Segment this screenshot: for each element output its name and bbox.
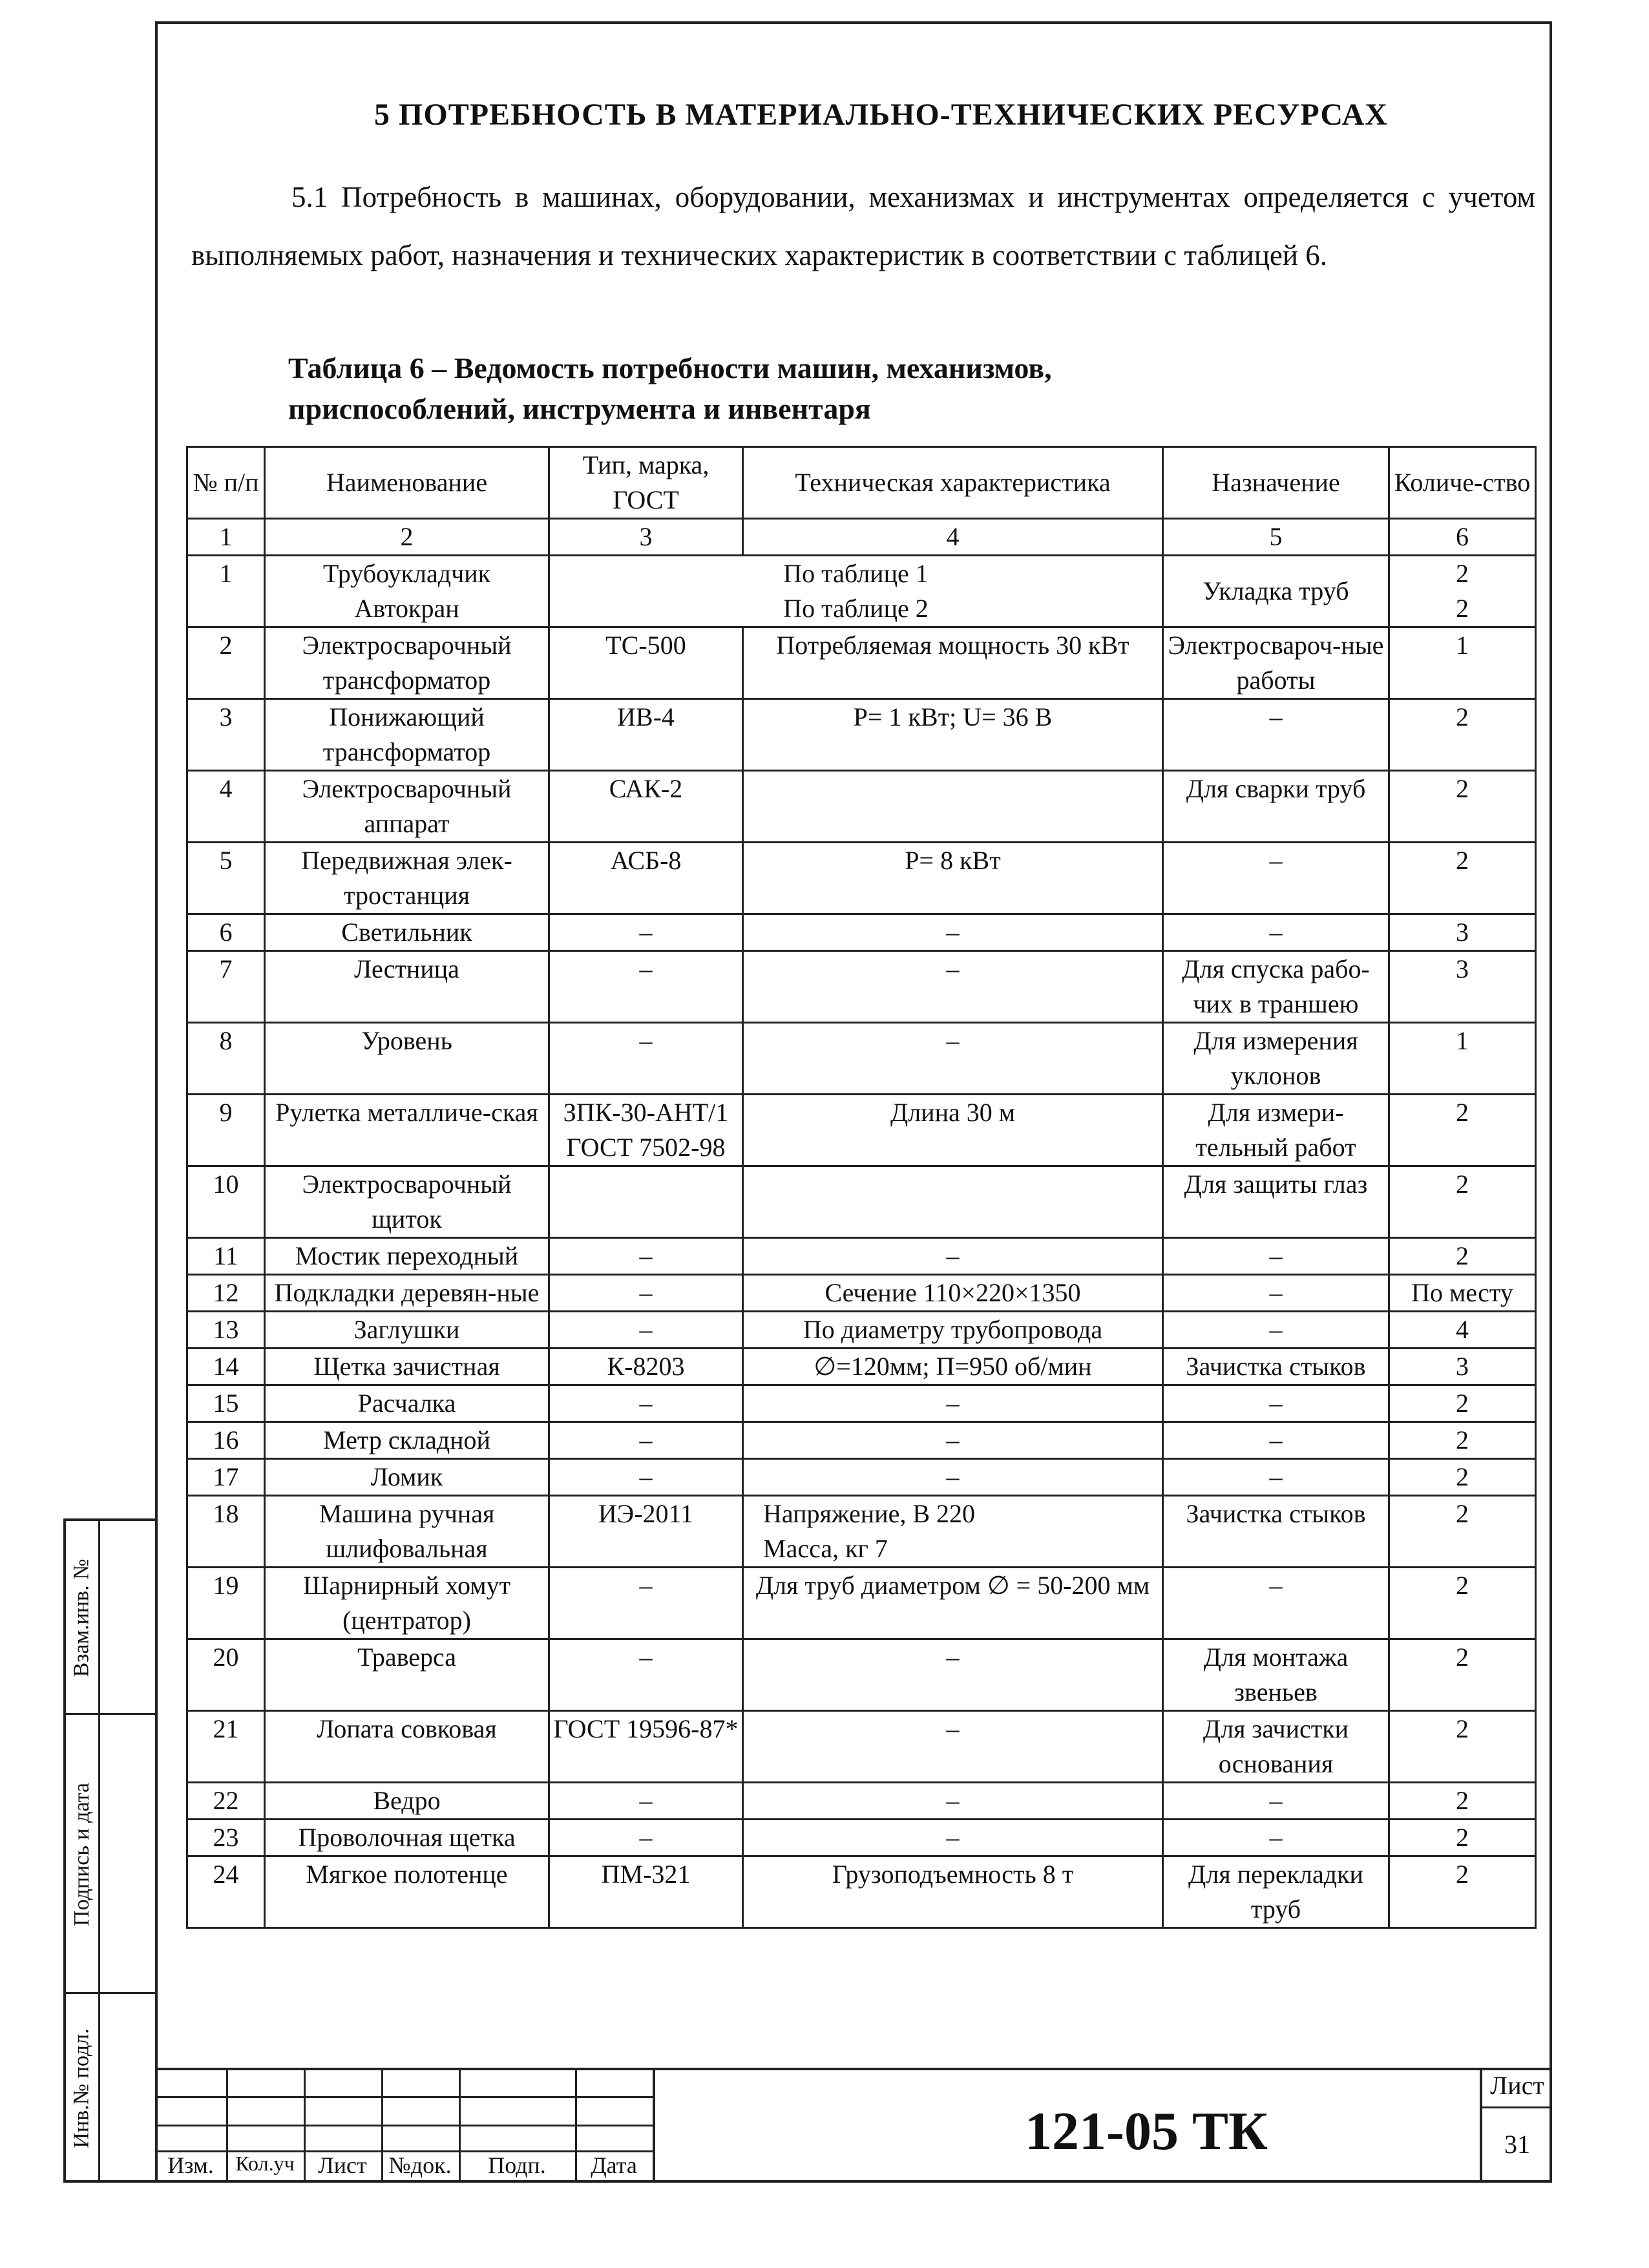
stamp-label-kol-uch: Кол.уч [235,2152,295,2175]
sheet-number: 31 [1504,2130,1530,2159]
item-purpose: Для измерения уклонов [1163,1023,1389,1095]
row-number: 11 [187,1238,265,1275]
item-quantity: 3 [1389,914,1536,951]
table-row [187,1166,1536,1238]
row-number: 13 [187,1312,265,1349]
table-row [187,1238,1536,1275]
item-type: – [549,1023,743,1095]
row-number: 6 [187,914,265,951]
item-characteristic: – [743,1385,1163,1422]
table-row [187,1385,1536,1422]
sheet-label: Лист [1482,2070,1552,2108]
table-caption-line-2: приспособлений, инструмента и инвентаря [288,392,871,425]
item-quantity: 2 2 [1389,556,1536,627]
row-number: 2 [187,627,265,699]
item-purpose: Для монтажа звеньев [1163,1639,1389,1711]
item-characteristic: – [743,914,1163,951]
side-label-inv-podl: Инв.№ подл. [70,2028,94,2148]
item-purpose: Для сварки труб [1163,771,1389,843]
item-name: Мягкое полотенце [265,1856,549,1928]
item-type: – [549,1639,743,1711]
item-name: Понижающий трансформатор [265,699,549,771]
item-quantity: 2 [1389,1238,1536,1275]
table-caption-line-1: Таблица 6 – Ведомость потребности машин, механизмов, [288,352,1052,384]
item-type: – [549,1238,743,1275]
item-name: Уровень [265,1023,549,1095]
header-cell: Тип, марка, ГОСТ [549,447,743,519]
item-quantity: 2 [1389,843,1536,914]
title-block [155,2068,1552,2183]
item-name: Подкладки деревян-ные [265,1275,549,1312]
item-characteristic [743,771,1163,843]
row-number: 16 [187,1422,265,1459]
sheet-cell [1480,2068,1552,2183]
side-cell-podpis [66,1715,155,1994]
item-characteristic: Р= 8 кВт [743,843,1163,914]
row-number: 22 [187,1783,265,1820]
item-purpose: – [1163,699,1389,771]
item-purpose: Зачистка стыков [1163,1349,1389,1385]
row-number: 12 [187,1275,265,1312]
row-number: 7 [187,951,265,1023]
item-quantity: 3 [1389,951,1536,1023]
item-purpose: – [1163,1783,1389,1820]
side-cell-zam-inv [66,1521,155,1715]
table-row [187,1275,1536,1312]
item-characteristic: Для труб диаметром ∅ = 50-200 мм [743,1568,1163,1639]
item-type: – [549,1820,743,1856]
item-type: ИЭ-2011 [549,1496,743,1568]
item-name: Электросварочный аппарат [265,771,549,843]
item-type: САК-2 [549,771,743,843]
item-type: ПМ-321 [549,1856,743,1928]
item-characteristic: – [743,1459,1163,1496]
item-name: Шарнирный хомут (центратор) [265,1568,549,1639]
table-row [187,1312,1536,1349]
table-body [187,556,1536,1928]
item-type: – [549,914,743,951]
revision-grid [155,2068,653,2183]
item-characteristic: Напряжение, В 220 Масса, кг 7 [743,1496,1163,1568]
item-name: Электросварочный щиток [265,1166,549,1238]
item-characteristic: – [743,1639,1163,1711]
row-number: 14 [187,1349,265,1385]
item-type: – [549,1568,743,1639]
row-number: 24 [187,1856,265,1928]
table-header-row [187,447,1536,519]
item-characteristic: Грузоподъемность 8 т [743,1856,1163,1928]
item-characteristic: Потребляемая мощность 30 кВт [743,627,1163,699]
row-number: 9 [187,1095,265,1166]
item-quantity: 2 [1389,1711,1536,1783]
item-characteristic: Р= 1 кВт; U= 36 В [743,699,1163,771]
table-row [187,1639,1536,1711]
row-number: 3 [187,699,265,771]
item-name: Светильник [265,914,549,951]
row-number: 4 [187,771,265,843]
item-quantity: 2 [1389,1095,1536,1166]
item-type: – [549,1275,743,1312]
item-type: – [549,1312,743,1349]
item-quantity: 4 [1389,1312,1536,1349]
item-characteristic: – [743,1238,1163,1275]
item-characteristic: – [743,1422,1163,1459]
stamp-label-ndok: №док. [388,2152,452,2178]
row-number: 20 [187,1639,265,1711]
table-row [187,627,1536,699]
item-characteristic: Длина 30 м [743,1095,1163,1166]
item-type [549,1166,743,1238]
item-purpose: – [1163,1459,1389,1496]
item-quantity: 2 [1389,1568,1536,1639]
table-row [187,1820,1536,1856]
item-characteristic: По диаметру трубопровода [743,1312,1163,1349]
requirements-table [186,446,1537,1929]
item-purpose: – [1163,914,1389,951]
item-name: Ведро [265,1783,549,1820]
header-cell: Количе-ство [1389,447,1536,519]
side-cell-inv-podl [66,1994,155,2183]
item-characteristic: – [743,1783,1163,1820]
item-quantity: 2 [1389,1783,1536,1820]
item-name: Щетка зачистная [265,1349,549,1385]
item-quantity: 2 [1389,1166,1536,1238]
table-row [187,699,1536,771]
item-name: Машина ручная шлифовальная [265,1496,549,1568]
stamp-label-list: Лист [318,2152,367,2178]
side-label-podpis: Подпись и дата [70,1783,94,1926]
item-purpose: – [1163,843,1389,914]
item-name: Лопата совковая [265,1711,549,1783]
item-characteristic [743,1166,1163,1238]
item-name: Мостик переходный [265,1238,549,1275]
item-type: ТС-500 [549,627,743,699]
item-purpose: – [1163,1422,1389,1459]
row-number: 18 [187,1496,265,1568]
item-type: ИВ-4 [549,699,743,771]
item-purpose: – [1163,1820,1389,1856]
item-purpose: Для защиты глаз [1163,1166,1389,1238]
item-name: Передвижная элек-тростанция [265,843,549,914]
table-row [187,1422,1536,1459]
table-column-numbers-row [187,519,1536,556]
column-number: 1 [187,519,265,556]
table-row [187,1349,1536,1385]
item-name: Электросварочный трансформатор [265,627,549,699]
row-number: 10 [187,1166,265,1238]
side-label-zam-inv: Взам.инв. № [70,1559,94,1677]
column-number: 5 [1163,519,1389,556]
item-type: – [549,1783,743,1820]
item-name: Заглушки [265,1312,549,1349]
item-purpose: Зачистка стыков [1163,1496,1389,1568]
item-purpose: Для перекладки труб [1163,1856,1389,1928]
item-characteristic: ∅=120мм; П=950 об/мин [743,1349,1163,1385]
table-row [187,1783,1536,1820]
item-quantity: 2 [1389,771,1536,843]
item-characteristic: Сечение 110×220×1350 [743,1275,1163,1312]
item-quantity: 1 [1389,1023,1536,1095]
side-stamp [63,1518,155,2183]
item-purpose: – [1163,1568,1389,1639]
header-cell: Назначение [1163,447,1389,519]
item-characteristic: – [743,1023,1163,1095]
table-caption [288,348,1451,429]
item-type: – [549,1385,743,1422]
document-code: 121-05 ТК [1025,2101,1268,2161]
item-purpose: – [1163,1238,1389,1275]
item-characteristic: – [743,1820,1163,1856]
row-number: 23 [187,1820,265,1856]
column-number: 2 [265,519,549,556]
item-quantity: 2 [1389,1820,1536,1856]
table-row [187,1023,1536,1095]
item-type: К-8203 [549,1349,743,1385]
table-row [187,914,1536,951]
table-row [187,843,1536,914]
header-cell: Техническая характеристика [743,447,1163,519]
item-quantity: 2 [1389,1856,1536,1928]
item-type: ЗПК-30-АНТ/1 ГОСТ 7502-98 [549,1095,743,1166]
row-number: 1 [187,556,265,627]
item-purpose: Для зачистки основания [1163,1711,1389,1783]
item-purpose: – [1163,1312,1389,1349]
item-name: Рулетка металличе-ская [265,1095,549,1166]
item-purpose: Электросвароч-ные работы [1163,627,1389,699]
table-row [187,556,1536,627]
item-name: Лестница [265,951,549,1023]
row-number: 15 [187,1385,265,1422]
item-characteristic: – [743,951,1163,1023]
item-name: Проволочная щетка [265,1820,549,1856]
item-type: – [549,1459,743,1496]
stamp-label-data: Дата [591,2152,637,2178]
item-name: Траверса [265,1639,549,1711]
item-name: Расчалка [265,1385,549,1422]
table-row [187,1496,1536,1568]
table-row [187,1459,1536,1496]
item-purpose: Для измери-тельный работ [1163,1095,1389,1166]
row-number: 21 [187,1711,265,1783]
column-number: 4 [743,519,1163,556]
table-row [187,951,1536,1023]
item-quantity: 2 [1389,1422,1536,1459]
table-row [187,1568,1536,1639]
row-number: 19 [187,1568,265,1639]
row-number: 8 [187,1023,265,1095]
item-type: – [549,951,743,1023]
table-row [187,1095,1536,1166]
item-quantity: 2 [1389,1385,1536,1422]
item-purpose: Для спуска рабо-чих в траншею [1163,951,1389,1023]
stamp-label-izm: Изм. [167,2152,214,2178]
header-cell: Наименование [265,447,549,519]
table-row [187,1711,1536,1783]
item-name: Ломик [265,1459,549,1496]
item-quantity: 2 [1389,699,1536,771]
item-type: АСБ-8 [549,843,743,914]
item-purpose: – [1163,1385,1389,1422]
intro-paragraph: 5.1 Потребность в машинах, оборудовании, механизмах и инструментах определяется с учетом выполняемых работ, назначения и технических характеристик в соответствии с таблицей 6. [191,181,1535,271]
item-type: – [549,1422,743,1459]
item-name: Трубоукладчик Автокран [265,556,549,627]
row-number: 5 [187,843,265,914]
stamp-label-podp: Подп. [488,2152,546,2178]
column-number: 6 [1389,519,1536,556]
header-cell: № п/п [187,447,265,519]
item-quantity: 2 [1389,1459,1536,1496]
row-number: 17 [187,1459,265,1496]
item-purpose: Укладка труб [1163,556,1389,627]
item-name: Метр складной [265,1422,549,1459]
item-quantity: 2 [1389,1496,1536,1568]
item-quantity: 1 [1389,627,1536,699]
section-title: 5 ПОТРЕБНОСТЬ В МАТЕРИАЛЬНО-ТЕХНИЧЕСКИХ РЕСУРСАХ [374,98,1388,132]
item-purpose: – [1163,1275,1389,1312]
table-row [187,771,1536,843]
item-quantity: По месту [1389,1275,1536,1312]
item-quantity: 2 [1389,1639,1536,1711]
column-number: 3 [549,519,743,556]
item-characteristic: По таблице 1 По таблице 2 [549,556,1163,627]
table-row [187,1856,1536,1928]
item-quantity: 3 [1389,1349,1536,1385]
item-type: ГОСТ 19596-87* [549,1711,743,1783]
item-characteristic: – [743,1711,1163,1783]
